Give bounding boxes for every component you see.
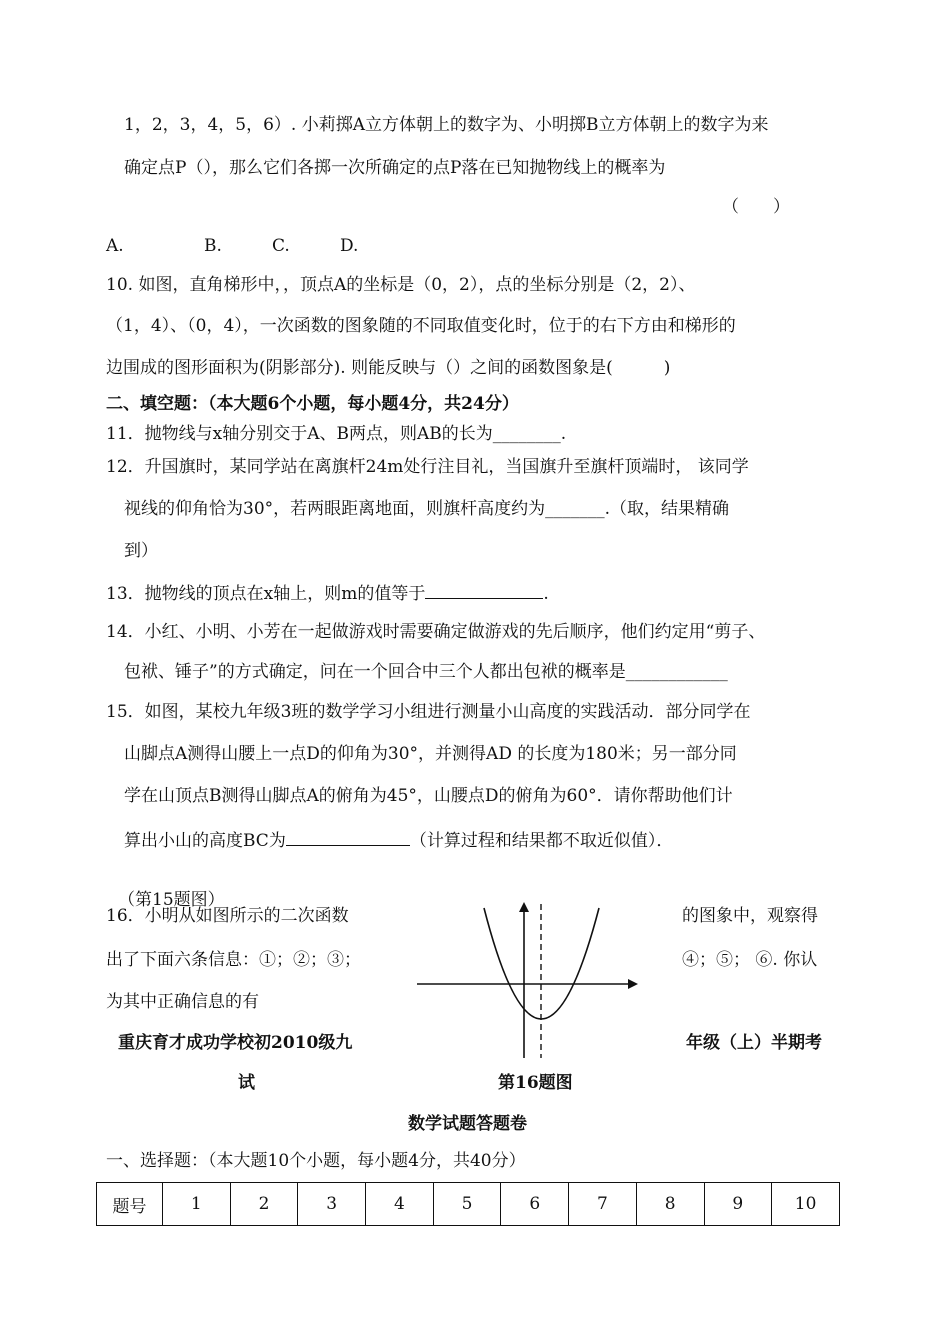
q15-line4 xyxy=(124,827,673,853)
q16-line2-right: ④；⑤； ⑥. 你认 xyxy=(682,950,818,970)
answer-cell-1[interactable]: 1 xyxy=(163,1183,231,1226)
q9-option-a: A. xyxy=(106,236,124,256)
q13-prefix: 13．抛物线的顶点在x轴上，则m的值等于 xyxy=(106,584,426,604)
q15-answer-blank[interactable] xyxy=(286,827,410,846)
q16-line2-left: 出了下面六条信息：①；②；③； xyxy=(106,950,361,970)
q9-answer-paren: （ ） xyxy=(722,197,790,217)
answer-table xyxy=(96,1182,840,1226)
q10-line1: 10. 如图，直角梯形中，，顶点A的坐标是（0，2），点的坐标分别是（2，2）、 xyxy=(106,275,696,295)
header-title-right: 年级（上）半期考 xyxy=(686,1033,822,1053)
answer-table-row xyxy=(97,1183,840,1226)
q12-line3: 到） xyxy=(124,541,158,561)
q14-line1: 14．小红、小明、小芳在一起做游戏时需要确定做游戏的先后顺序，他们约定用“剪子、 xyxy=(106,622,766,642)
q16-line3: 为其中正确信息的有 xyxy=(106,992,259,1012)
answer-table-header-cell: 题号 xyxy=(97,1183,163,1226)
q15-line3: 学在山顶点B测得山脚点A的俯角为45°，山腰点D的俯角为60°．请你帮助他们计 xyxy=(124,786,733,806)
q11-text: 11．抛物线与x轴分别交于A、B两点，则AB的长为________. xyxy=(106,424,567,444)
q9-line2: 确定点P（），那么它们各掷一次所确定的点P落在已知抛物线上的概率为 xyxy=(124,158,666,178)
header-title-wrap: 试 xyxy=(238,1073,255,1093)
section1-title: 一、选择题：（本大题10个小题，每小题4分，共40分） xyxy=(106,1151,526,1171)
q15-line1: 15．如图，某校九年级3班的数学学习小组进行测量小山高度的实践活动．部分同学在 xyxy=(106,702,751,722)
q13-answer-blank[interactable] xyxy=(425,580,543,599)
q15-line4-prefix: 算出小山的高度BC为 xyxy=(124,831,286,851)
q15-figure-caption: （第15题图） xyxy=(118,890,225,910)
q16-line1-right: 的图象中，观察得 xyxy=(682,906,818,926)
q9-option-b: B. xyxy=(204,236,222,256)
answer-cell-8[interactable]: 8 xyxy=(636,1183,704,1226)
q9-option-d: D. xyxy=(340,236,359,256)
q12-line2: 视线的仰角恰为30°，若两眼距离地面，则旗杆高度约为_______.（取，结果精确 xyxy=(124,499,730,519)
answer-cell-10[interactable]: 10 xyxy=(772,1183,840,1226)
q16-parabola-graph xyxy=(412,898,644,1060)
answer-cell-7[interactable]: 7 xyxy=(569,1183,637,1226)
q12-line1: 12．升国旗时，某同学站在离旗杆24m处行注目礼，当国旗升至旗杆顶端时， 该同学 xyxy=(106,457,749,477)
q9-line1: 1，2，3，4，5，6）. 小莉掷A立方体朝上的数字为、小明掷B立方体朝上的数字为来 xyxy=(124,115,769,135)
q13-text xyxy=(106,580,549,606)
q10-line2: （1，4）、（0，4），一次函数的图象随的不同取值变化时，位于的右下方由和梯形的 xyxy=(106,316,736,336)
header-title-left: 重庆育才成功学校初2010级九 xyxy=(118,1033,353,1053)
q16-figure-caption: 第16题图 xyxy=(498,1073,573,1093)
answer-cell-9[interactable]: 9 xyxy=(704,1183,772,1226)
q14-line2: 包袱、锤子”的方式确定，问在一个回合中三个人都出包袱的概率是____________ xyxy=(124,662,728,682)
q15-line2: 山脚点A测得山腰上一点D的仰角为30°，并测得AD 的长度为180米；另一部分同 xyxy=(124,744,737,764)
q16-line1-left: 16．小明从如图所示的二次函数 xyxy=(106,906,349,926)
answer-sheet-subtitle: 数学试题答题卷 xyxy=(408,1114,527,1134)
q9-option-c: C. xyxy=(272,236,290,256)
answer-cell-2[interactable]: 2 xyxy=(230,1183,298,1226)
q10-line3: 边围成的图形面积为(阴影部分). 则能反映与（）之间的函数图象是( ) xyxy=(106,358,671,378)
answer-cell-3[interactable]: 3 xyxy=(298,1183,366,1226)
section2-title: 二、填空题：（本大题6个小题，每小题4分，共24分） xyxy=(106,394,519,414)
q13-suffix: . xyxy=(543,584,549,604)
answer-cell-6[interactable]: 6 xyxy=(501,1183,569,1226)
answer-cell-4[interactable]: 4 xyxy=(366,1183,434,1226)
q15-line4-suffix: （计算过程和结果都不取近似值）． xyxy=(409,831,674,851)
answer-cell-5[interactable]: 5 xyxy=(433,1183,501,1226)
